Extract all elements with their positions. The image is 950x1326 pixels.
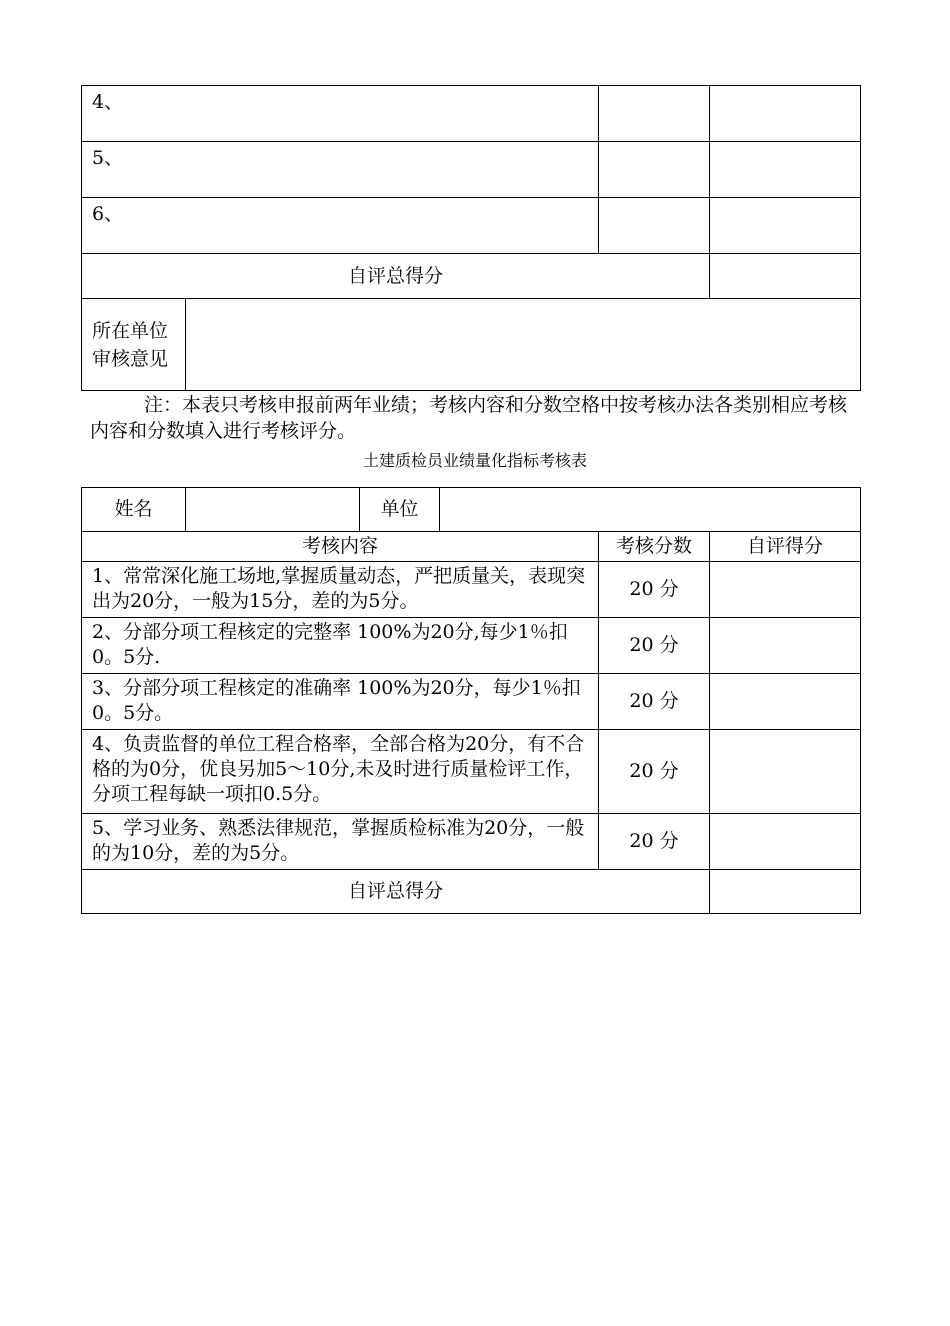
self-score-cell[interactable] <box>710 618 861 674</box>
name-unit-row <box>82 488 861 532</box>
item-number: 4、 <box>82 86 599 142</box>
header-score: 考核分数 <box>599 532 710 562</box>
header-content: 考核内容 <box>82 532 599 562</box>
item-score: 20 分 <box>599 730 710 814</box>
assessment-table-continued <box>81 85 861 391</box>
header-self-score: 自评得分 <box>710 532 861 562</box>
self-score-cell[interactable] <box>710 142 861 198</box>
item-score: 20 分 <box>599 618 710 674</box>
table-row <box>82 674 861 730</box>
total-label: 自评总得分 <box>82 254 710 299</box>
name-label: 姓名 <box>82 488 186 532</box>
table-row <box>82 730 861 814</box>
total-row <box>82 254 861 299</box>
self-score-cell[interactable] <box>710 86 861 142</box>
table-row <box>82 814 861 870</box>
item-text: 1、常常深化施工场地,掌握质量动态，严把质量关，表现突出为20分，一般为15分，差的为5分。 <box>82 562 599 618</box>
item-score: 20 分 <box>599 562 710 618</box>
item-number: 5、 <box>82 142 599 198</box>
unit-field[interactable] <box>440 488 861 532</box>
review-opinion-cell[interactable] <box>186 299 861 391</box>
item-text: 4、负责监督的单位工程合格率，全部合格为20分，有不合格的为0分，优良另加5～10分,未及时进行质量检评工作，分项工程每缺一项扣0.5分。 <box>82 730 599 814</box>
self-score-cell[interactable] <box>710 674 861 730</box>
self-score-cell[interactable] <box>710 730 861 814</box>
item-number: 6、 <box>82 198 599 254</box>
score-cell[interactable] <box>599 86 710 142</box>
quality-inspector-assessment-table <box>81 487 861 914</box>
table-row <box>82 86 861 142</box>
header-row <box>82 532 861 562</box>
total-label: 自评总得分 <box>82 870 710 914</box>
review-label-line2: 审核意见 <box>92 348 169 370</box>
total-score-cell[interactable] <box>710 870 861 914</box>
item-text: 3、分部分项工程核定的准确率 100%为20分，每少1％扣0。5分。 <box>82 674 599 730</box>
item-score: 20 分 <box>599 674 710 730</box>
item-score: 20 分 <box>599 814 710 870</box>
self-score-cell[interactable] <box>710 562 861 618</box>
note-text: 注：本表只考核申报前两年业绩；考核内容和分数空格中按考核办法各类别相应考核内容和分数填入进行考核评分。 <box>90 394 848 442</box>
table-row <box>82 562 861 618</box>
table-row <box>82 198 861 254</box>
review-row <box>82 299 861 391</box>
score-cell[interactable] <box>599 142 710 198</box>
table-row <box>82 142 861 198</box>
self-score-cell[interactable] <box>710 814 861 870</box>
total-score-cell[interactable] <box>710 254 861 299</box>
item-text: 2、分部分项工程核定的完整率 100%为20分,每少1％扣0。5分. <box>82 618 599 674</box>
self-score-cell[interactable] <box>710 198 861 254</box>
review-label-line1: 所在单位 <box>92 320 169 342</box>
table-row <box>82 618 861 674</box>
item-text: 5、学习业务、熟悉法律规范，掌握质检标准为20分，一般的为10分，差的为5分。 <box>82 814 599 870</box>
unit-label: 单位 <box>360 488 440 532</box>
table-title: 土建质检员业绩量化指标考核表 <box>362 451 587 470</box>
name-field[interactable] <box>186 488 360 532</box>
total-row <box>82 870 861 914</box>
review-label <box>82 299 186 391</box>
score-cell[interactable] <box>599 198 710 254</box>
